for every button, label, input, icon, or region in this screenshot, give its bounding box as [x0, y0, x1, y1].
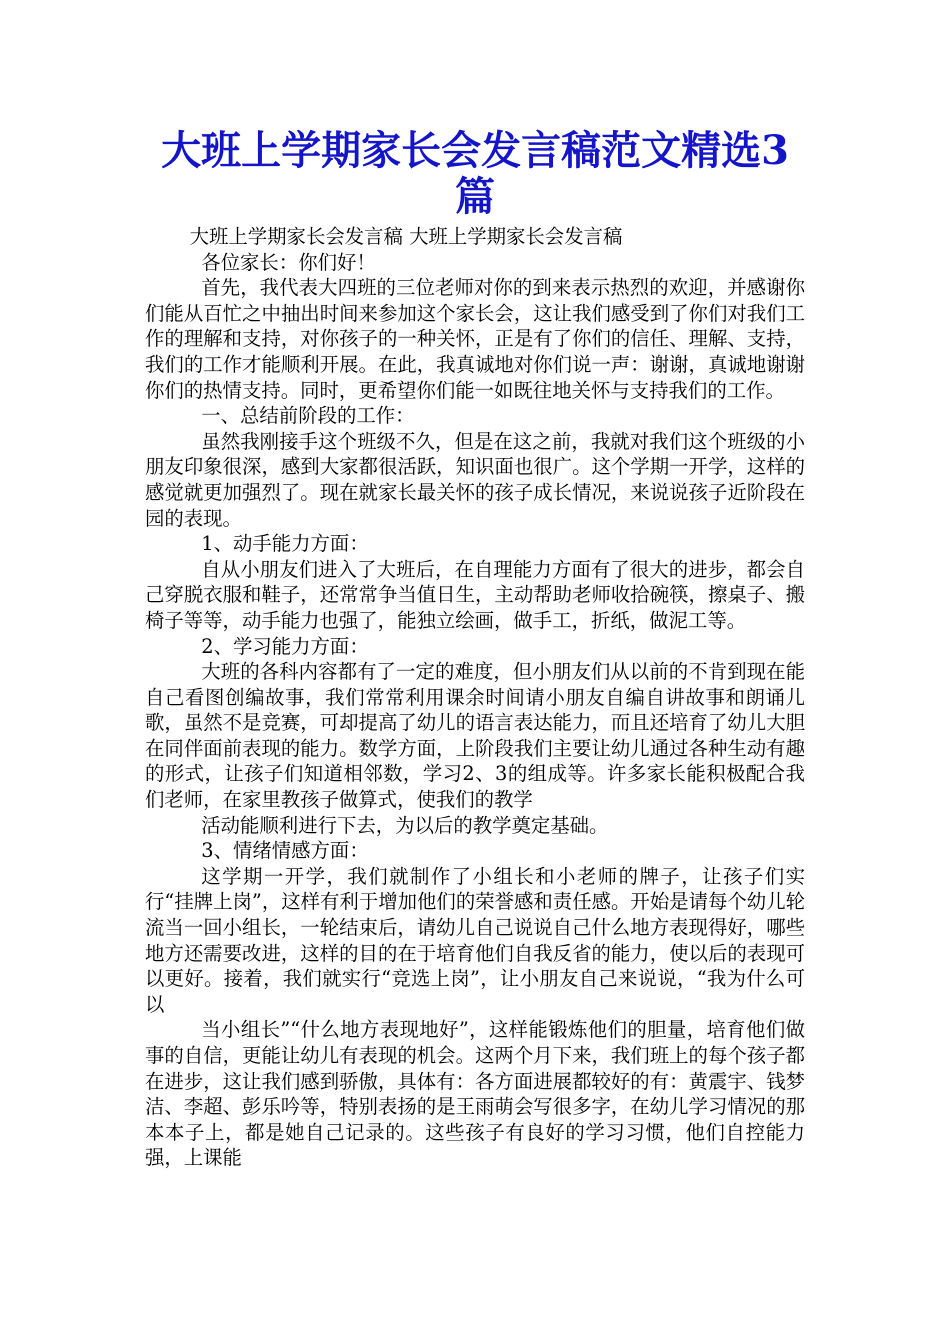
paragraph: 虽然我刚接手这个班级不久，但是在这之前，我就对我们这个班级的小朋友印象很深，感到大家都很活跃，知识面也很广。这个学期一开学，这样的感觉就更加强烈了。现在就家长最关怀的孩子成长情况，来说说孩子近阶段在园的表现。 [145, 429, 805, 530]
paragraph: 自从小朋友们进入了大班后，在自理能力方面有了很大的进步，都会自己穿脱衣服和鞋子，还常常争当值日生，主动帮助老师收拾碗筷，擦桌子、搬椅子等等，动手能力也强了，能独立绘画，做手工，折纸，做泥工等。 [145, 557, 805, 632]
section-heading: 1、动手能力方面： [201, 532, 369, 556]
section-heading: 一、总结前阶段的工作： [201, 404, 415, 428]
section-heading: 2、学习能力方面： [201, 634, 369, 658]
paragraph: 这学期一开学，我们就制作了小组长和小老师的牌子，让孩子们实行“挂牌上岗”，这样有利于增加他们的荣誉感和责任感。开始是请每个幼儿轮流当一回小组长，一轮结束后，请幼儿自己说说自己什么地方表现得好，哪些地方还需要改进，这样的目的在于培育他们自我反省的能力，使以后的表现可以更好。接着，我们就实行“竞选上岗”，让小朋友自己来说说，“我为什么可以 [145, 864, 805, 1016]
section-heading: 3、情绪情感方面： [201, 839, 369, 863]
greeting: 各位家长：你们好！ [201, 250, 376, 274]
paragraph: 大班的各科内容都有了一定的难度，但小朋友们从以前的不肯到现在能自己看图创编故事，我们常常利用课余时间请小朋友自编自讲故事和朗诵儿歌，虽然不是竞赛，可却提高了幼儿的语言表达能力，而且还培育了幼儿大胆在同伴面前表现的能力。数学方面，上阶段我们主要让幼儿通过各种生动有趣的形式，让孩子们知道相邻数，学习2、3的组成等。许多家长能积极配合我们老师，在家里教孩子做算式，使我们的教学 [145, 660, 805, 812]
paragraph: 首先，我代表大四班的三位老师对你的到来表示热烈的欢迎，并感谢你们能从百忙之中抽出时间来参加这个家长会，这让我们感受到了你们对我们工作的理解和支持，对你孩子的一种关怀，正是有了你们的信任、理解、支持，我们的工作才能顺利开展。在此，我真诚地对你们说一声：谢谢，真诚地谢谢你们的热情支持。同时，更希望你们能一如既往地关怀与支持我们的工作。 [145, 276, 805, 402]
subtitle-line: 大班上学期家长会发言稿 大班上学期家长会发言稿 [189, 225, 623, 248]
document-title: 大班上学期家长会发言稿范文精选3篇 [161, 127, 789, 220]
paragraph: 当小组长”“什么地方表现地好”，这样能锻炼他们的胆量，培育他们做事的自信，更能让幼儿有表现的机会。这两个月下来，我们班上的每个孩子都在进步，这让我们感到骄傲，具体有：各方面进展都较好的有：黄震宇、钱梦洁、李超、彭乐吟等，特别表扬的是王雨萌会写很多字，在幼儿学习情况的那本本子上，都是她自己记录的。这些孩子有良好的学习习惯，他们自控能力强，上课能 [145, 1018, 805, 1170]
paragraph: 活动能顺利进行下去，为以后的教学奠定基础。 [201, 813, 609, 837]
document-body [145, 224, 805, 1171]
